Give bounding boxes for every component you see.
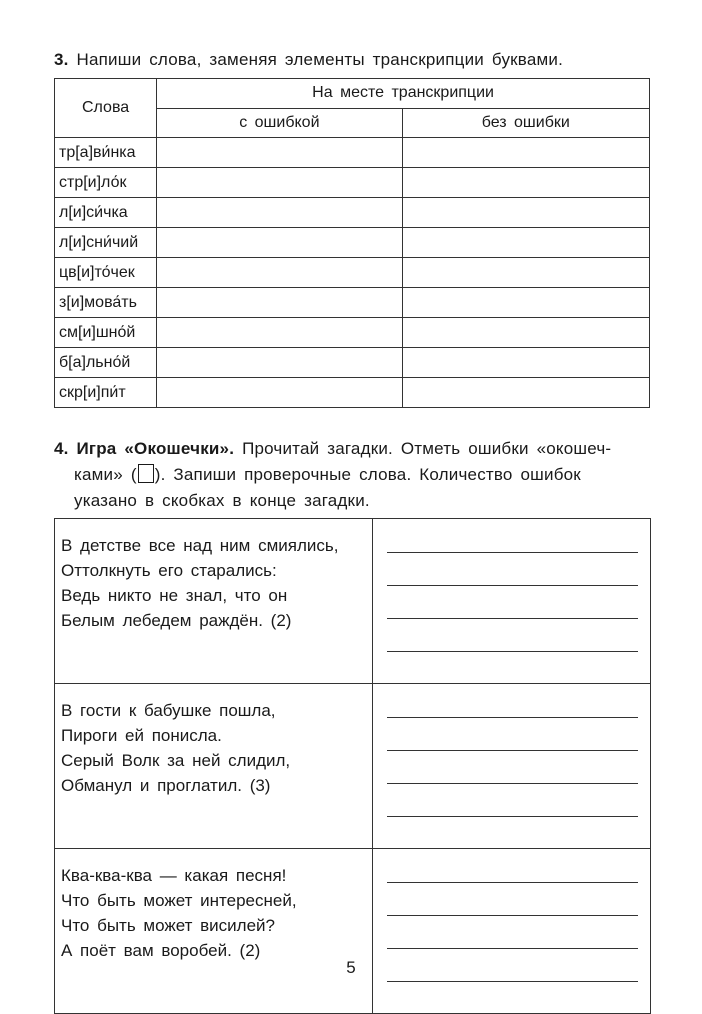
riddle-line: Что быть может интересней,	[61, 891, 297, 910]
riddle-line: Пироги ей понисла.	[61, 726, 222, 745]
header-with-error: с ошибкой	[157, 108, 402, 138]
table-row	[55, 198, 650, 228]
answer-cell-without-error[interactable]	[402, 138, 649, 168]
riddles-table	[54, 518, 651, 1014]
answer-line[interactable]	[387, 782, 638, 784]
table-row	[55, 138, 650, 168]
task4-heading	[54, 436, 654, 514]
task4-instruction-line2-end: ). Запиши проверочные слова. Количество ошибок	[154, 465, 581, 484]
riddle-line: Ква-ква-ква — какая песня!	[61, 866, 287, 885]
answer-cell-without-error[interactable]	[402, 318, 649, 348]
answer-cell-without-error[interactable]	[402, 198, 649, 228]
header-words: Слова	[55, 79, 157, 138]
table-row	[55, 258, 650, 288]
riddle-row	[55, 684, 651, 849]
answer-cell[interactable]	[373, 849, 651, 1014]
answer-cell-with-error[interactable]	[157, 258, 402, 288]
transcribed-word: л[и]сни́чий	[55, 228, 157, 258]
riddle-line: Серый Волк за ней слидил,	[61, 751, 291, 770]
answer-cell-without-error[interactable]	[402, 288, 649, 318]
answer-line[interactable]	[387, 584, 638, 586]
transcribed-word: стр[и]ло́к	[55, 168, 157, 198]
transcription-table	[54, 78, 650, 408]
riddle-line: В гости к бабушке пошла,	[61, 701, 276, 720]
riddle-cell	[55, 684, 373, 849]
answer-line[interactable]	[387, 947, 638, 949]
answer-cell[interactable]	[373, 684, 651, 849]
answer-line[interactable]	[387, 650, 638, 652]
transcribed-word: б[а]льно́й	[55, 348, 157, 378]
table-row	[55, 378, 650, 408]
task3-heading	[54, 50, 563, 70]
answer-cell-with-error[interactable]	[157, 168, 402, 198]
riddle-line: Белым лебедем раждён. (2)	[61, 611, 292, 630]
transcribed-word: тр[а]ви́нка	[55, 138, 157, 168]
riddle-line: В детстве все над ним смиялись,	[61, 536, 339, 555]
answer-cell-with-error[interactable]	[157, 288, 402, 318]
answer-cell-with-error[interactable]	[157, 228, 402, 258]
answer-line[interactable]	[387, 617, 638, 619]
table-row	[55, 228, 650, 258]
task3-number: 3.	[54, 50, 69, 69]
answer-cell-with-error[interactable]	[157, 348, 402, 378]
transcribed-word: цв[и]то́чек	[55, 258, 157, 288]
answer-cell-with-error[interactable]	[157, 198, 402, 228]
answer-line[interactable]	[387, 551, 638, 553]
answer-cell-without-error[interactable]	[402, 348, 649, 378]
transcribed-word: скр[и]пи́т	[55, 378, 157, 408]
answer-cell-with-error[interactable]	[157, 318, 402, 348]
answer-cell-without-error[interactable]	[402, 168, 649, 198]
page-number: 5	[346, 958, 356, 977]
transcribed-word: з[и]мова́ть	[55, 288, 157, 318]
answer-line[interactable]	[387, 914, 638, 916]
answer-cell-without-error[interactable]	[402, 258, 649, 288]
answer-line[interactable]	[387, 881, 638, 883]
riddle-row	[55, 849, 651, 1014]
transcribed-word: л[и]си́чка	[55, 198, 157, 228]
riddle-line: Ведь никто не знал, что он	[61, 586, 288, 605]
answer-line[interactable]	[387, 716, 638, 718]
task4-instruction-line2-start: ками» (	[74, 465, 137, 484]
riddle-cell	[55, 519, 373, 684]
riddle-line: Обманул и проглатил. (3)	[61, 776, 271, 795]
riddle-line: Оттолкнуть его старались:	[61, 561, 277, 580]
answer-cell[interactable]	[373, 519, 651, 684]
task3-instruction: Напиши слова, заменяя элементы транскрипции буквами.	[76, 50, 563, 69]
riddle-row	[55, 519, 651, 684]
table-row	[55, 288, 650, 318]
table-row	[55, 348, 650, 378]
riddle-cell	[55, 849, 373, 1014]
answer-line[interactable]	[387, 815, 638, 817]
task4-instruction-line1: Прочитай загадки. Отметь ошибки «окошеч-	[242, 439, 612, 458]
answer-cell-without-error[interactable]	[402, 228, 649, 258]
riddle-line: А поёт вам воробей. (2)	[61, 941, 261, 960]
transcribed-word: см[и]шно́й	[55, 318, 157, 348]
header-without-error: без ошибки	[402, 108, 649, 138]
header-transcription-group: На месте транскрипции	[157, 79, 650, 109]
answer-cell-with-error[interactable]	[157, 378, 402, 408]
answer-line[interactable]	[387, 749, 638, 751]
answer-cell-with-error[interactable]	[157, 138, 402, 168]
task4-title: Игра «Окошечки».	[76, 439, 235, 458]
answer-line[interactable]	[387, 980, 638, 982]
task4-number: 4.	[54, 439, 69, 458]
answer-cell-without-error[interactable]	[402, 378, 649, 408]
riddle-line: Что быть может висилей?	[61, 916, 275, 935]
table-row	[55, 168, 650, 198]
window-box-icon	[138, 464, 154, 483]
table-row	[55, 318, 650, 348]
task4-instruction-line3: указано в скобках в конце загадки.	[74, 491, 370, 510]
